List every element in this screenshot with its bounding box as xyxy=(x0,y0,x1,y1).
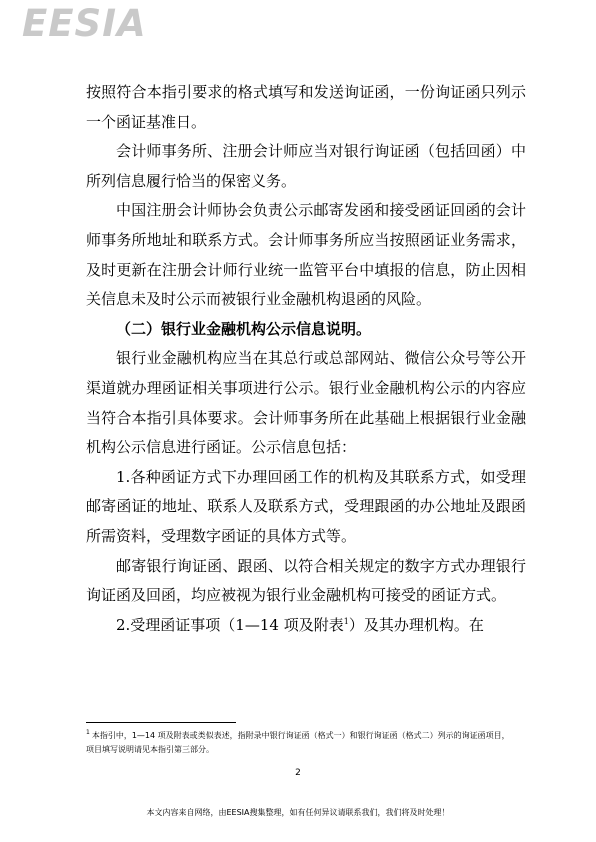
footnote xyxy=(86,729,514,757)
footnote-reference: 1 xyxy=(343,616,349,626)
source-notice: 本文内容来自网络，由EESIA搜集整理，如有任何异议请联系我们，我们将及时处理！ xyxy=(146,808,450,817)
footnote-separator xyxy=(86,722,236,723)
section-heading: （二）银行业金融机构公示信息说明。 xyxy=(116,319,372,338)
footnote-text: 本指引中，1—14 项及附表或类似表述，指附录中银行询证函（格式一）和银行询证函（格式二）列示的询证函项目，项目填写说明请见本指引第三部分。 xyxy=(86,731,510,754)
page-number: 2 xyxy=(295,768,301,778)
paragraph xyxy=(86,611,526,641)
paragraph: 邮寄银行询证函、跟函、以符合相关规定的数字方式办理银行询证函及回函，均应被视为银行业金融机构可接受的函证方式。 xyxy=(86,556,526,605)
paragraph: 1.各种函证方式下办理回函工作的机构及其联系方式，如受理邮寄函证的地址、联系人及联系方式，受理跟函的办公地址及跟函所需资料，受理数字函证的具体方式等。 xyxy=(86,467,526,545)
paragraph: 银行业金融机构应当在其总行或总部网站、微信公众号等公开渠道就办理函证相关事项进行公示。银行业金融机构公示的内容应当符合本指引具体要求。会计师事务所在此基础上根据银行业金融机构公示信息进行函证。公示信息包括： xyxy=(86,349,526,457)
document-body xyxy=(86,78,526,640)
paragraph-text: ）及其办理机构。在 xyxy=(348,615,484,634)
paragraph-text: 2.受理函证事项（1—14 项及附表 xyxy=(116,615,344,634)
paragraph: 会计师事务所、注册会计师应当对银行询证函（包括回函）中所列信息履行恰当的保密义务。 xyxy=(86,142,526,190)
paragraph: 按照符合本指引要求的格式填写和发送询证函，一份询证函只列示一个函证基准日。 xyxy=(86,83,526,131)
eesia-logo: EESIA xyxy=(22,2,147,45)
paragraph: 中国注册会计师协会负责公示邮寄发函和接受函证回函的会计师事务所地址和联系方式。会计师事务所应当按照函证业务需求，及时更新在注册会计师行业统一监管平台中填报的信息，防止因相关信息未及时公示而被银行业金融机构退函的风险。 xyxy=(86,201,526,309)
footnote-mark: 1 xyxy=(86,729,90,737)
